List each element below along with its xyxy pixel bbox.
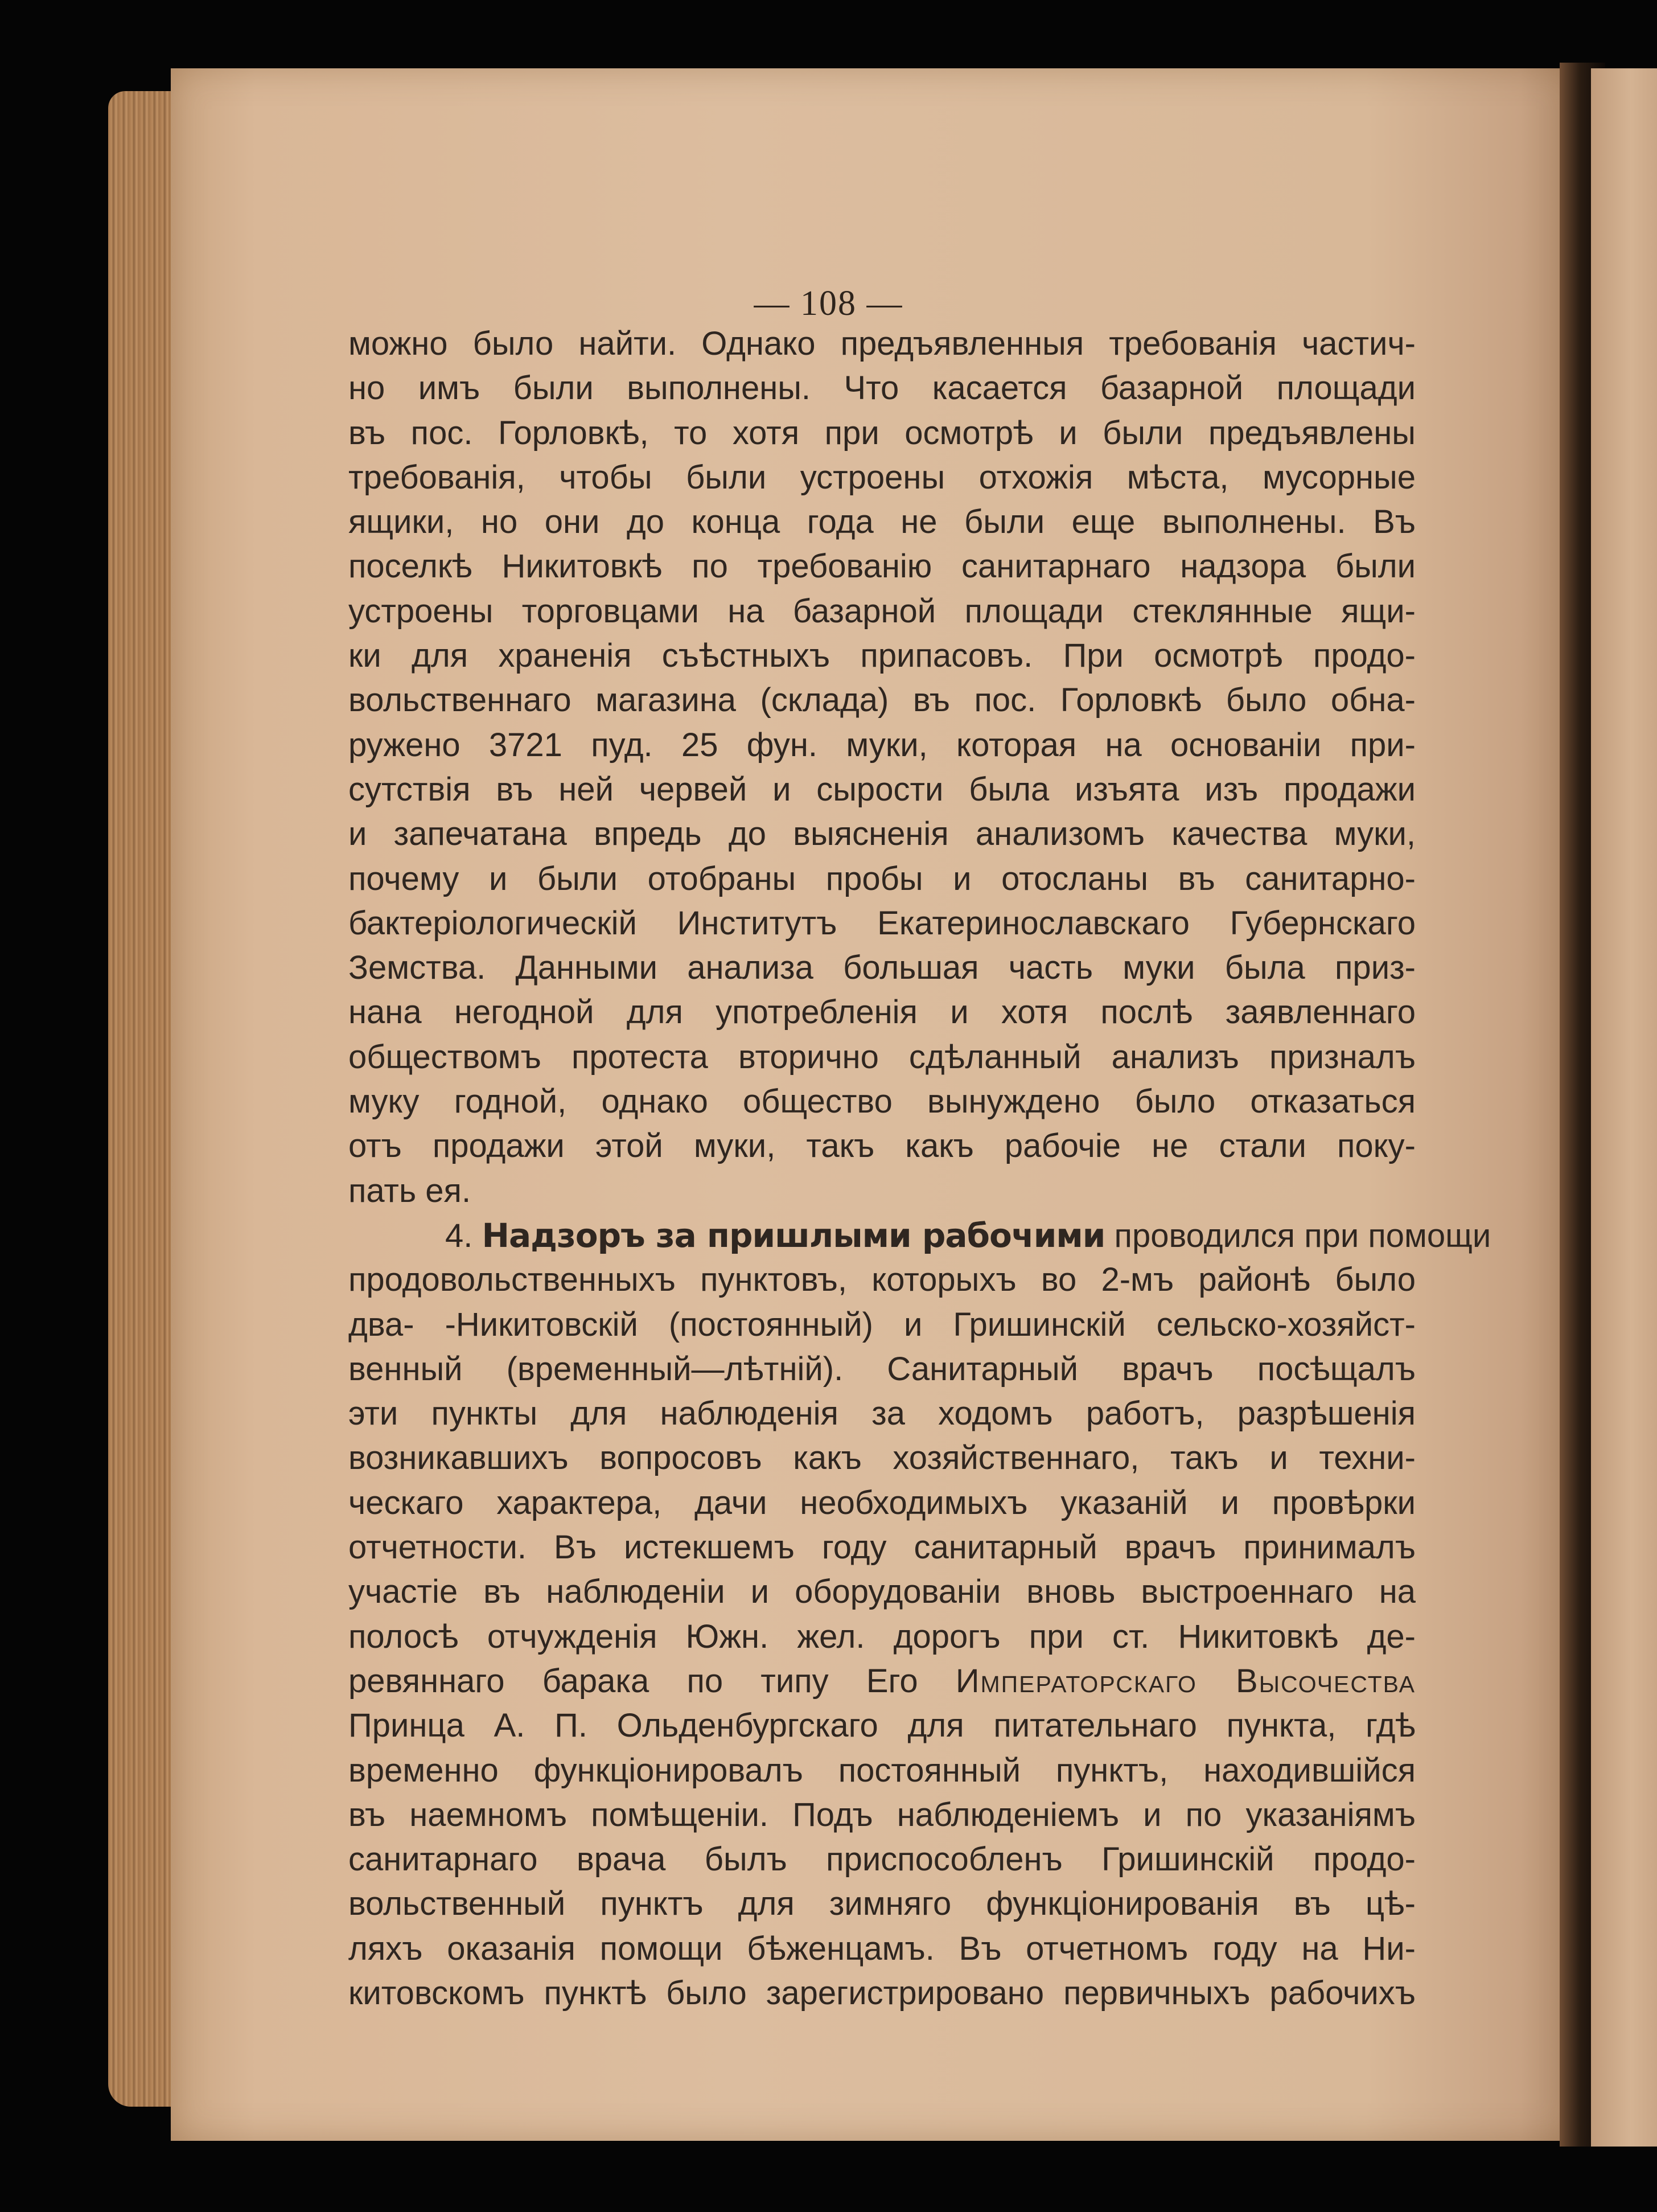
smallcaps-title: Императорскаго Высочества (955, 1662, 1416, 1700)
text-line: участіе въ наблюденіи и оборудованіи вновь выстроеннаго на (348, 1573, 1416, 1611)
text-line: отъ продажи этой муки, такъ какъ рабочіе не стали поку- (348, 1127, 1416, 1165)
text-line-smallcaps (348, 1659, 1416, 1704)
text-line: венный (временный—лѣтній). Санитарный врачъ посѣщалъ (348, 1350, 1416, 1388)
text-line: ляхъ оказанія помощи бѣженцамъ. Въ отчетномъ году на Ни- (348, 1930, 1416, 1967)
text-line: ружено 3721 пуд. 25 фун. муки, которая на основаніи при- (348, 726, 1416, 764)
text-line: въ наемномъ помѣщеніи. Подъ наблюденіемъ и по указаніямъ (348, 1796, 1416, 1833)
text-line: ки для храненія съѣстныхъ припасовъ. При осмотрѣ продо- (348, 637, 1416, 675)
text-line: полосѣ отчужденія Южн. жел. дорогъ при ст. Никитовкѣ де- (348, 1618, 1416, 1655)
text-line: сутствія въ ней червей и сырости была изъята изъ продажи (348, 770, 1416, 808)
text-span: ревяннаго барака по типу Его (348, 1662, 918, 1700)
text-line: нана негодной для употребленія и хотя послѣ заявленнаго (348, 994, 1416, 1031)
text-line: бактеріологическій Институтъ Екатеринославскаго Губернскаго (348, 904, 1416, 942)
section-4-first-line (348, 1213, 1491, 1258)
section-text: проводился при помощи (1114, 1217, 1491, 1254)
text-line: отчетности. Въ истекшемъ году санитарный врачъ принималъ (348, 1529, 1416, 1566)
text-line: продовольственныхъ пунктовъ, которыхъ во 2-мъ районѣ было (348, 1261, 1416, 1299)
text-line: Земства. Данными анализа большая часть муки была приз- (348, 949, 1416, 987)
text-line: эти пункты для наблюденія за ходомъ работъ, разрѣшенія (348, 1395, 1416, 1433)
text-line: Принца А. П. Ольденбургскаго для питательнаго пункта, гдѣ (348, 1707, 1416, 1745)
text-line: но имъ были выполнены. Что касается базарной площади (348, 370, 1416, 407)
text-line: въ пос. Горловкѣ, то хотя при осмотрѣ и были предъявлены (348, 414, 1416, 452)
text-line: обществомъ протеста вторично сдѣланный анализъ призналъ (348, 1038, 1416, 1076)
text-line: поселкѣ Никитовкѣ по требованію санитарнаго надзора были (348, 548, 1416, 585)
text-line: и запечатана впредь до выясненія анализомъ качества муки, (348, 815, 1416, 853)
text-line: два- -Никитовскій (постоянный) и Гришинскій сельско-хозяйст- (348, 1306, 1416, 1343)
text-line: санитарнаго врача былъ приспособленъ Гришинскій продо- (348, 1841, 1416, 1878)
section-number: 4. (445, 1217, 473, 1254)
text-line: можно было найти. Однако предъявленныя требованія частич- (348, 325, 1416, 362)
text-line: пать ея. (348, 1172, 471, 1209)
text-line: ческаго характера, дачи необходимыхъ указаній и провѣрки (348, 1484, 1416, 1521)
text-line: китовскомъ пунктѣ было зарегистрировано первичныхъ рабочихъ (348, 1974, 1416, 2012)
text-line: временно функціонировалъ постоянный пунктъ, находившійся (348, 1751, 1416, 1789)
section-heading: Надзоръ за пришлыми рабочими (482, 1216, 1105, 1255)
text-line: устроены торговцами на базарной площади стеклянные ящи- (348, 592, 1416, 630)
text-line: требованія, чтобы были устроены отхожія мѣста, мусорные (348, 458, 1416, 496)
text-line: вольственнаго магазина (склада) въ пос. Горловкѣ было обна- (348, 682, 1416, 719)
page-text (348, 322, 1491, 2016)
text-line: почему и были отобраны пробы и отосланы въ санитарно- (348, 860, 1416, 897)
page-number: — 108 — (754, 284, 903, 323)
text-line: возникавшихъ вопросовъ какъ хозяйственнаго, такъ и техни- (348, 1439, 1416, 1477)
text-line: муку годной, однако общество вынуждено было отказаться (348, 1083, 1416, 1121)
text-line: ящики, но они до конца года не были еще выполнены. Въ (348, 503, 1416, 541)
facing-page-edge (1591, 68, 1657, 2147)
text-line: вольственный пунктъ для зимняго функціонированія въ цѣ- (348, 1885, 1416, 1923)
